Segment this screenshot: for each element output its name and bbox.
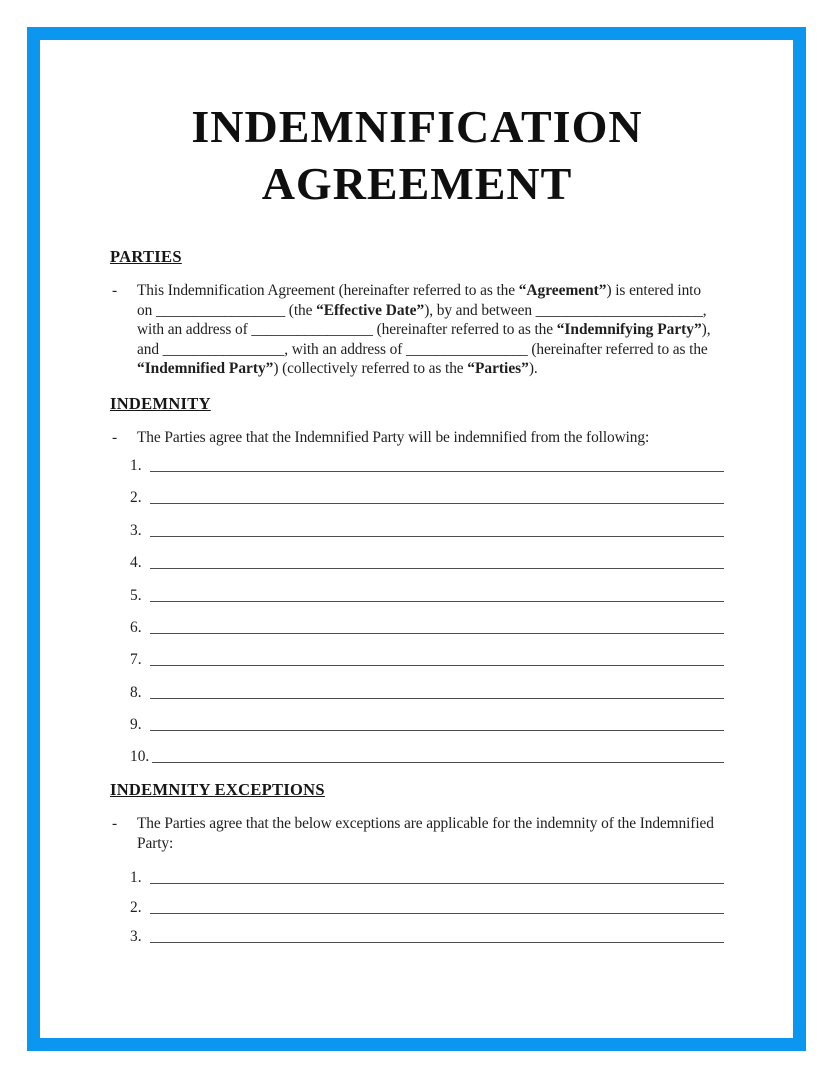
plain-text: ) (collectively referred to as the [273,360,468,378]
fill-in-line [150,941,724,943]
item-number: 9. [130,716,142,734]
bold-text: “Indemnified Party” [137,360,274,378]
document-content [110,0,724,945]
section-parties [110,247,724,379]
item-number: 7. [130,651,142,669]
numbered-blank-row [130,668,724,700]
bullet-dash: - [112,282,118,299]
plain-text: ), [701,321,711,339]
numbered-blank-list [130,442,724,766]
fill-in-line [150,632,724,634]
plain-text: ). [528,360,538,378]
numbered-blank-row [130,506,724,538]
fill-in-line [150,470,724,472]
sections-container [110,247,724,945]
plain-text: The Parties agree that the Indemnified Party will be indemnified from the following: [137,428,650,446]
item-number: 2. [130,898,142,916]
paragraph-line [137,814,724,834]
plain-text: Party: [137,835,174,853]
numbered-blank-row [130,857,724,887]
paragraph-line [137,320,724,340]
numbered-blank-row [130,604,724,636]
numbered-blank-row [130,916,724,946]
fill-in-line [150,535,724,537]
bullet-dash: - [112,428,118,446]
plain-text: with an address of ________________ (hereinafter referred to as the [137,321,557,339]
paragraph-lines [137,281,724,379]
paragraph-line [137,834,724,854]
item-number: 3. [130,521,142,539]
plain-text: ), by and between ______________________, [424,301,707,319]
section-heading-indemnity-exceptions: INDEMNITY EXCEPTIONS [110,780,325,800]
fill-in-line [150,567,724,569]
numbered-blank-row [130,636,724,668]
section-heading-parties: PARTIES [110,247,182,266]
bold-text: “Parties” [467,360,529,378]
plain-text: ) is entered into [606,282,701,299]
bullet-paragraph [110,281,724,379]
fill-in-line [150,664,724,666]
title-line-1: INDEMNIFICATION [191,101,643,152]
item-number: 6. [130,618,142,636]
fill-in-line [150,912,724,914]
section-indemnity-exceptions [110,780,724,945]
paragraph-line [137,359,724,379]
numbered-blank-row [130,886,724,916]
fill-in-line [150,502,724,504]
bold-text: “Agreement” [518,282,607,299]
section-indemnity [110,394,724,766]
plain-text: on _________________ (the [137,301,317,319]
item-number: 3. [130,928,142,946]
item-number: 8. [130,683,142,701]
paragraph-line [137,428,724,448]
numbered-blank-row [130,701,724,733]
plain-text: The Parties agree that the below exceptions are applicable for the indemnity of the Indemnified [137,815,714,833]
item-number: 4. [130,554,142,572]
numbered-blank-list [130,857,724,946]
fill-in-line [150,600,724,602]
bold-text: “Effective Date” [316,301,425,319]
paragraph-line [137,281,724,301]
bullet-paragraph [110,428,724,448]
plain-text: and ________________, with an address of ________________ (hereinafter referred to as the [137,340,708,358]
paragraph-lines [137,814,724,853]
bold-text: “Indemnifying Party” [556,321,702,339]
item-number: 10. [130,748,150,766]
numbered-blank-row [130,539,724,571]
fill-in-line [150,882,724,884]
paragraph-line [137,301,724,321]
fill-in-line [150,697,724,699]
plain-text: This Indemnification Agreement (hereinafter referred to as the [137,282,519,299]
numbered-blank-row [130,571,724,603]
bullet-dash: - [112,815,118,833]
item-number: 2. [130,489,142,507]
item-number: 5. [130,586,142,604]
title-line-2: AGREEMENT [261,158,573,209]
paragraph-line [137,340,724,360]
numbered-blank-row [130,474,724,506]
section-heading-indemnity: INDEMNITY [110,393,211,413]
bullet-paragraph [110,814,724,853]
numbered-blank-row [130,733,724,765]
item-number: 1. [130,869,142,887]
fill-in-line [152,761,724,763]
paragraph-lines [137,428,724,448]
document-title [110,98,724,212]
item-number: 1. [130,456,142,474]
fill-in-line [150,729,724,731]
